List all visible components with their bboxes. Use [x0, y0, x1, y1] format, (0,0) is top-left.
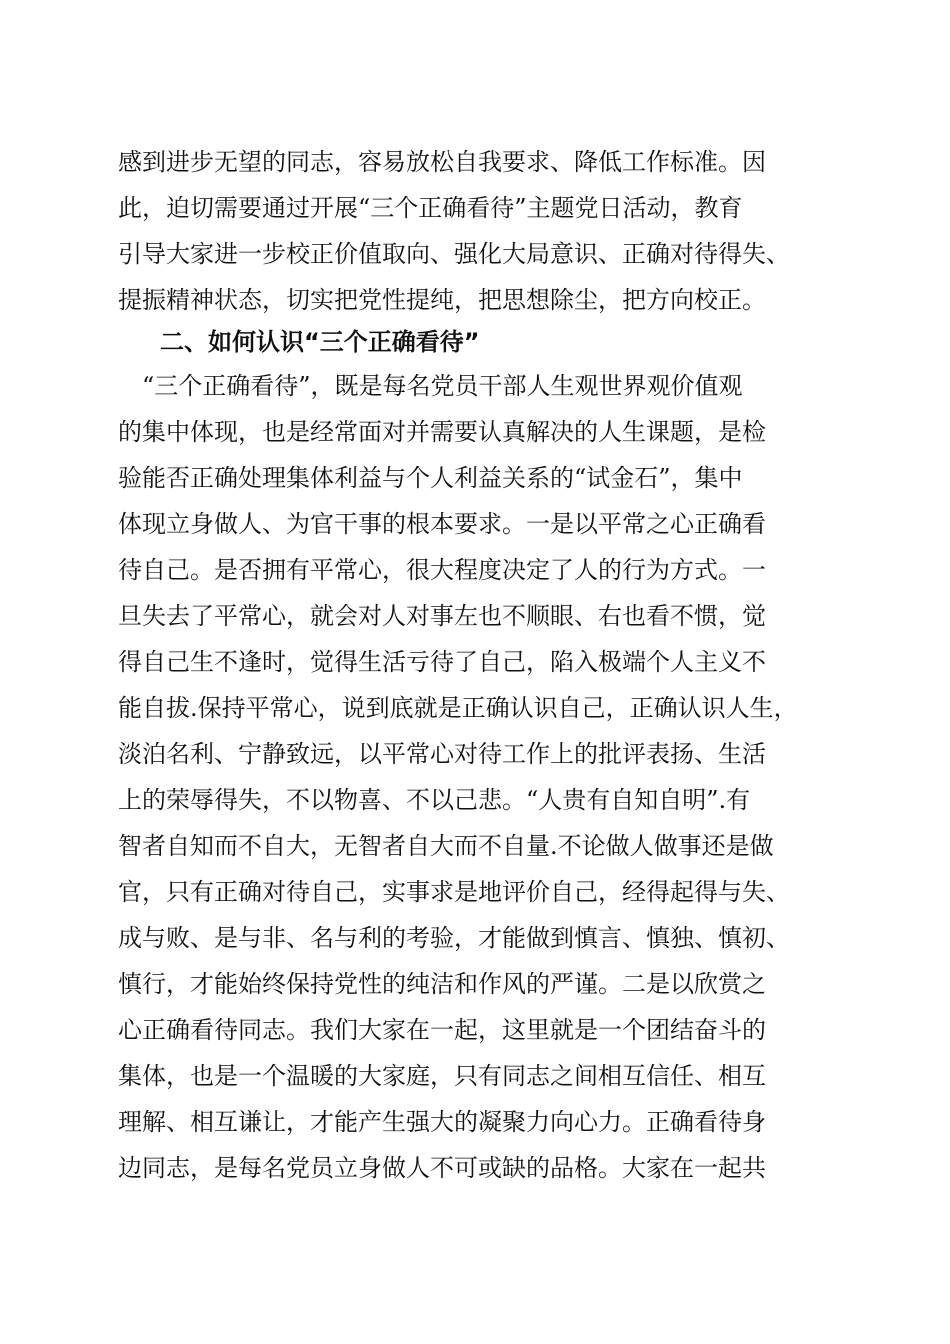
- paragraph-line: 官，只有正确对待自己，实事求是地评价自己，经得起得与失、: [118, 878, 790, 906]
- paragraph-line: 集体，也是一个温暖的大家庭，只有同志之间相互信任、相互: [118, 1062, 766, 1090]
- paragraph-line: 验能否正确处理集体利益与个人利益关系的“试金石”，集中: [118, 464, 743, 492]
- paragraph-line: 成与败、是与非、名与利的考验，才能做到慎言、慎独、慎初、: [118, 924, 790, 952]
- paragraph-line: 淡泊名利、宁静致远，以平常心对待工作上的批评表扬、生活: [118, 740, 766, 768]
- paragraph-line: 得自己生不逢时，觉得生活亏待了自己，陷入极端个人主义不: [118, 648, 766, 676]
- paragraph-line: 上的荣辱得失，不以物喜、不以己悲。“人贵有自知自明”.有: [118, 786, 751, 814]
- paragraph-line: 智者自知而不自大，无智者自大而不自量.不论做人做事还是做: [118, 832, 774, 860]
- paragraph-line: 引导大家进一步校正价值取向、强化大局意识、正确对待得失、: [118, 240, 790, 268]
- paragraph-line: 的集中体现，也是经常面对并需要认真解决的人生课题，是检: [118, 418, 766, 446]
- section-heading: 二、如何认识“三个正确看待”: [160, 328, 480, 356]
- paragraph-line: 待自己。是否拥有平常心，很大程度决定了人的行为方式。一: [118, 556, 766, 584]
- paragraph-line: 感到进步无望的同志，容易放松自我要求、降低工作标准。因: [118, 148, 766, 176]
- paragraph-line: 旦失去了平常心，就会对人对事左也不顺眼、右也看不惯，觉: [118, 602, 766, 630]
- paragraph-line: 边同志，是每名党员立身做人不可或缺的品格。大家在一起共: [118, 1154, 766, 1182]
- paragraph-line: “三个正确看待”，既是每名党员干部人生观世界观价值观: [142, 372, 743, 400]
- paragraph-line: 慎行，才能始终保持党性的纯洁和作风的严谨。二是以欣赏之: [118, 970, 766, 998]
- paragraph-line: 能自拔.保持平常心，说到底就是正确认识自己，正确认识人生，: [118, 694, 798, 722]
- paragraph-line: 理解、相互谦让，才能产生强大的凝聚力向心力。正确看待身: [118, 1108, 766, 1136]
- paragraph-line: 提振精神状态，切实把党性提纯，把思想除尘，把方向校正。: [118, 286, 766, 314]
- paragraph-line: 心正确看待同志。我们大家在一起，这里就是一个团结奋斗的: [118, 1016, 766, 1044]
- paragraph-line: 体现立身做人、为官干事的根本要求。一是以平常之心正确看: [118, 510, 766, 538]
- paragraph-line: 此，迫切需要通过开展“三个正确看待”主题党日活动，教育: [118, 194, 743, 222]
